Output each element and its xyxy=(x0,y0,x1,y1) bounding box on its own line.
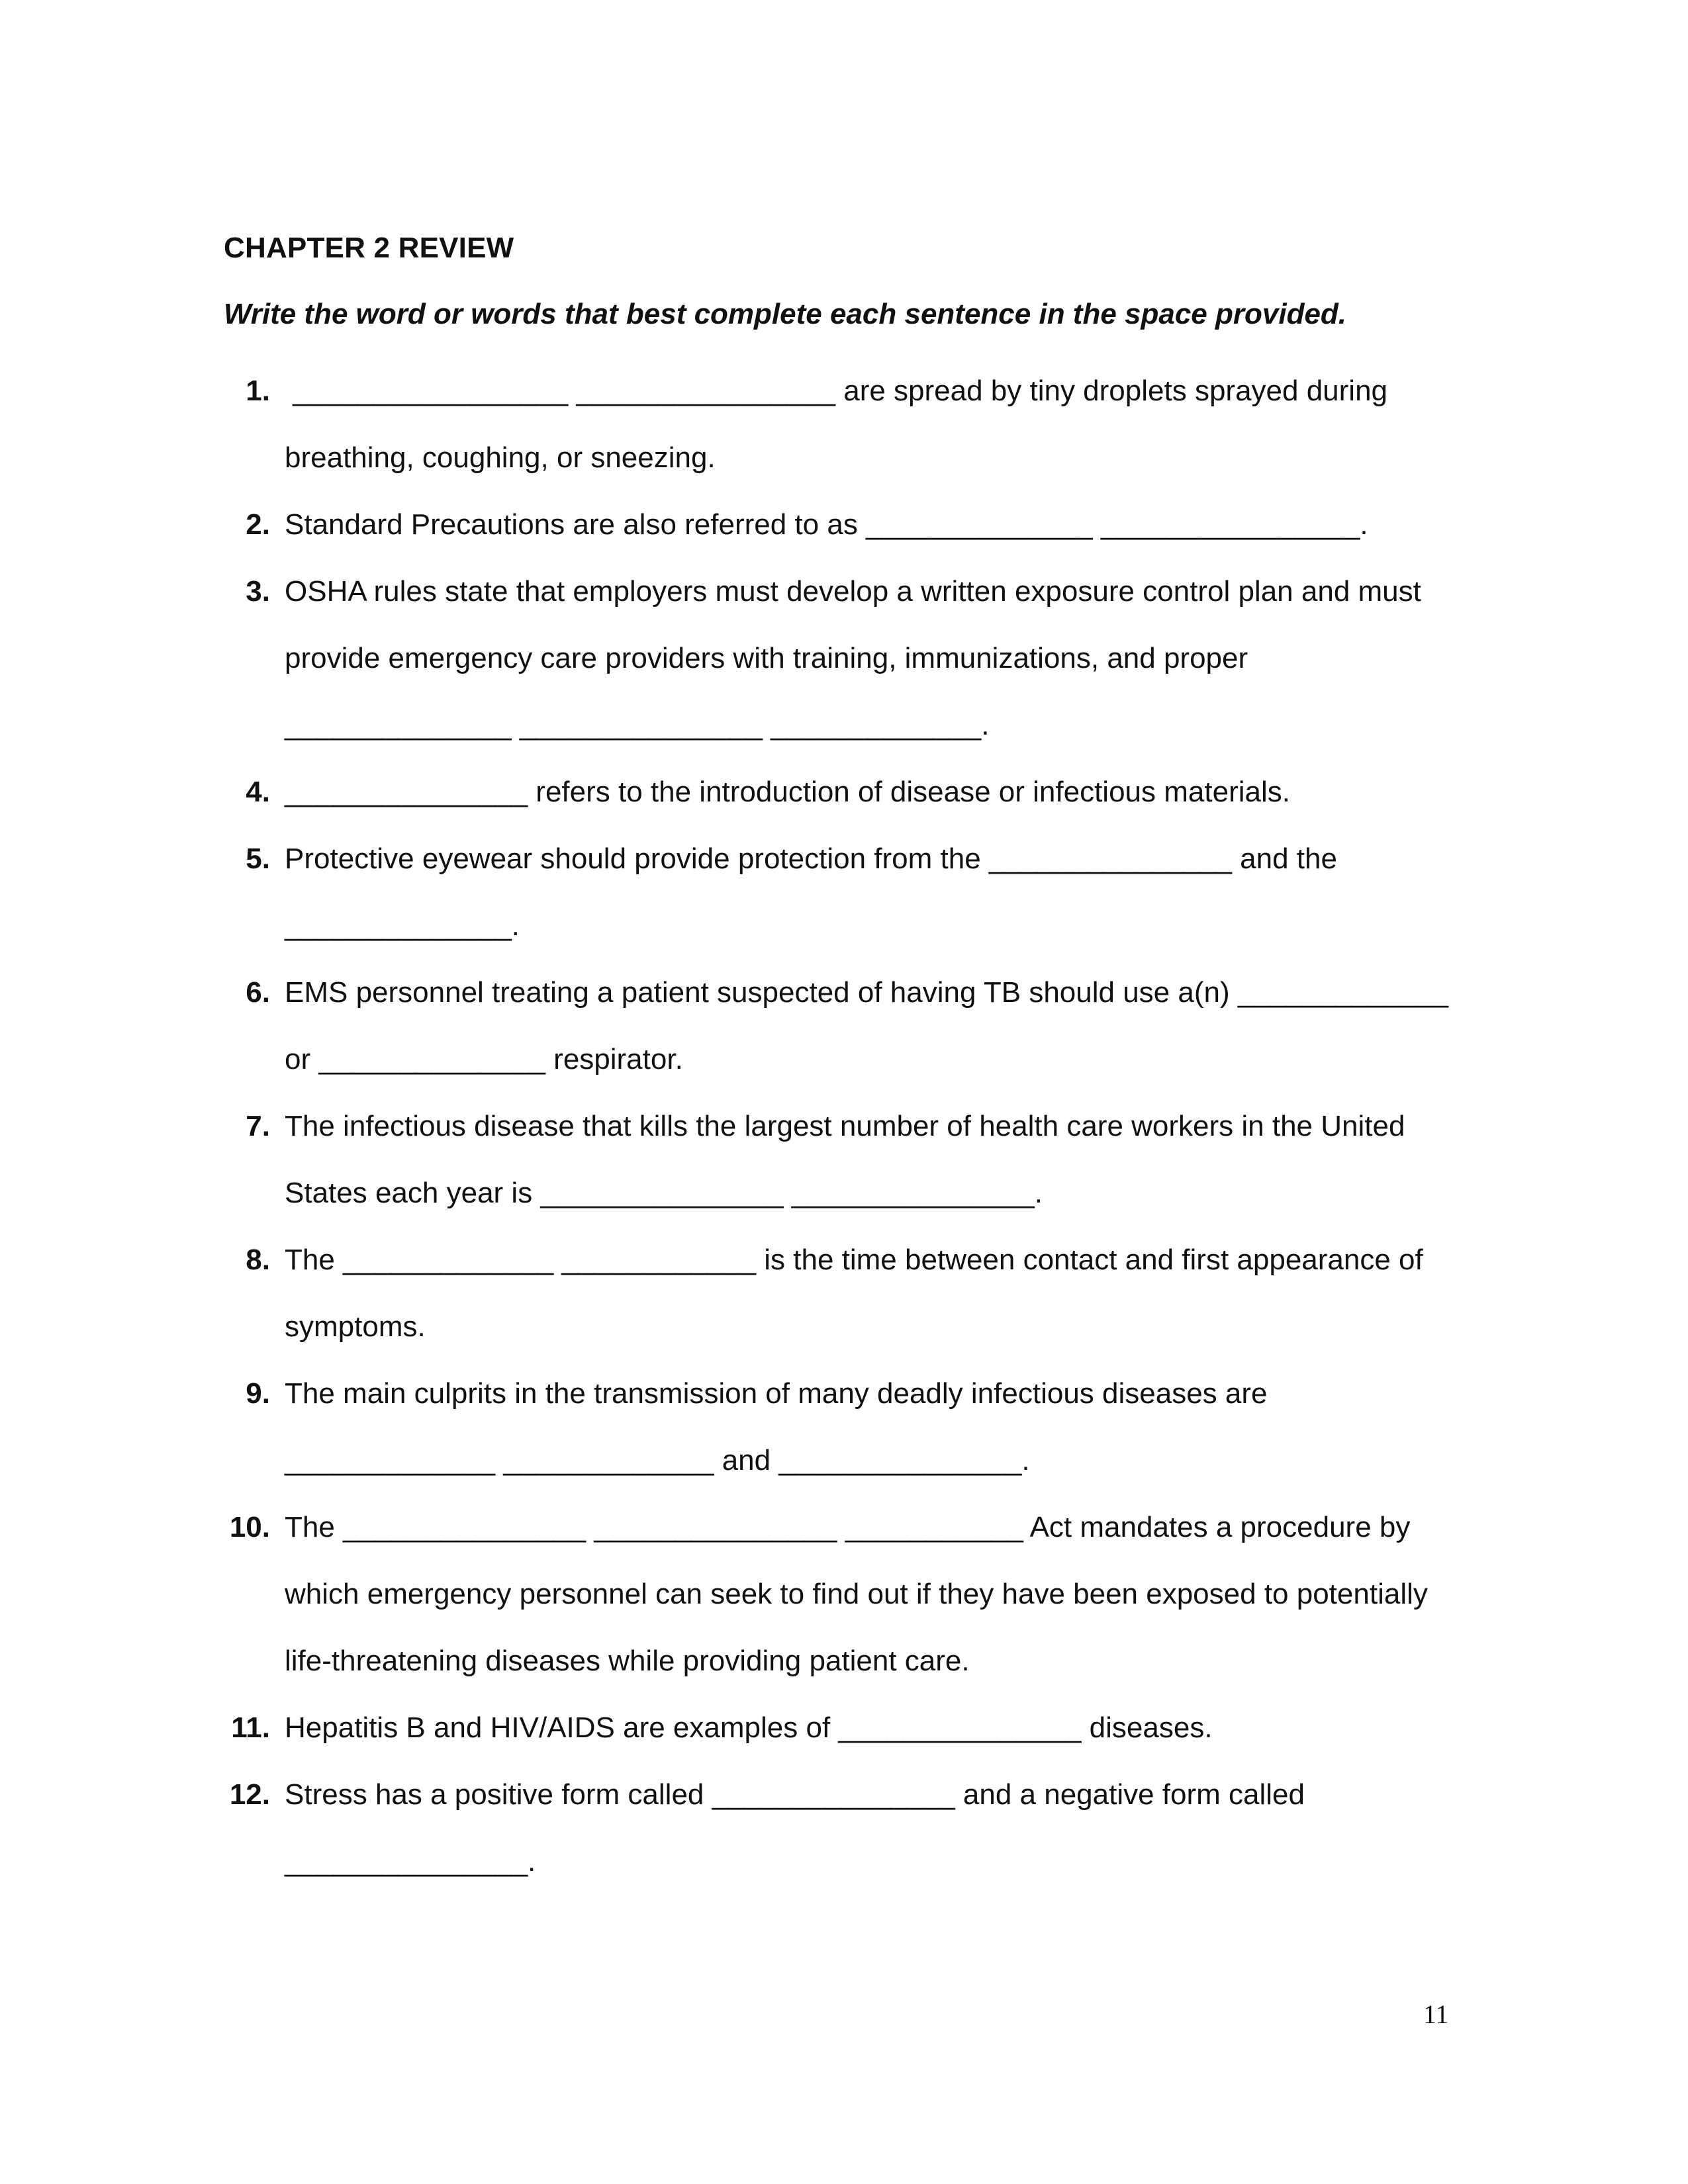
question-item xyxy=(224,1360,1481,1494)
question-list xyxy=(224,357,1481,1895)
question-number: 5. xyxy=(246,842,270,875)
question-text: The main culprits in the transmission of many deadly infectious diseases are _____________ _____________ and _______________. xyxy=(285,1377,1276,1477)
question-text: The infectious disease that kills the largest number of health care workers in the United States each year is _______________ _______________. xyxy=(285,1110,1413,1209)
question-text: The _______________ _______________ ___________ Act mandates a procedure by which emergency personnel can seek to find out if they have been exposed to potentially life-threatening diseases while providing patient care. xyxy=(285,1511,1436,1677)
question-text: EMS personnel treating a patient suspected of having TB should use a(n) _____________ or ______________ respirator. xyxy=(285,976,1457,1075)
question-item xyxy=(224,1694,1481,1761)
question-number: 4. xyxy=(246,776,270,808)
question-text: OSHA rules state that employers must develop a written exposure control plan and must provide emergency care providers with training, immunizations, and proper ______________ _______________ _____________. xyxy=(285,575,1430,741)
question-number: 10. xyxy=(229,1511,270,1543)
instructions: Write the word or words that best complete each sentence in the space provided. xyxy=(224,298,1347,330)
question-number: 6. xyxy=(246,976,270,1009)
question-item xyxy=(224,758,1481,825)
question-number: 9. xyxy=(246,1377,270,1410)
question-item xyxy=(224,357,1481,491)
question-number: 3. xyxy=(246,575,270,608)
question-text: _________________ ________________ are spread by tiny droplets sprayed during breathing, coughing, or sneezing. xyxy=(285,375,1396,474)
question-text: _______________ refers to the introduction of disease or infectious materials. xyxy=(285,776,1290,808)
question-number: 8. xyxy=(246,1244,270,1276)
question-text: Hepatitis B and HIV/AIDS are examples of _______________ diseases. xyxy=(285,1711,1213,1744)
question-number: 12. xyxy=(229,1778,270,1811)
question-item xyxy=(224,825,1481,959)
page-number: 11 xyxy=(1423,1999,1449,2029)
question-item xyxy=(224,1494,1481,1694)
question-text: The _____________ ____________ is the time between contact and first appearance of symptoms. xyxy=(285,1244,1431,1343)
question-number: 2. xyxy=(246,508,270,541)
question-text: Stress has a positive form called _______________ and a negative form called _______________. xyxy=(285,1778,1313,1878)
question-text: Standard Precautions are also referred to as ______________ ________________. xyxy=(285,508,1368,541)
question-item xyxy=(224,491,1481,558)
question-item xyxy=(224,558,1481,758)
question-number: 11. xyxy=(231,1711,270,1744)
question-number: 7. xyxy=(246,1110,270,1142)
question-item xyxy=(224,1761,1481,1895)
question-item xyxy=(224,1226,1481,1360)
question-text: Protective eyewear should provide protection from the _______________ and the ______________. xyxy=(285,842,1346,942)
question-item xyxy=(224,959,1481,1093)
chapter-heading: CHAPTER 2 REVIEW xyxy=(224,232,514,264)
question-item xyxy=(224,1093,1481,1226)
question-number: 1. xyxy=(246,375,270,407)
